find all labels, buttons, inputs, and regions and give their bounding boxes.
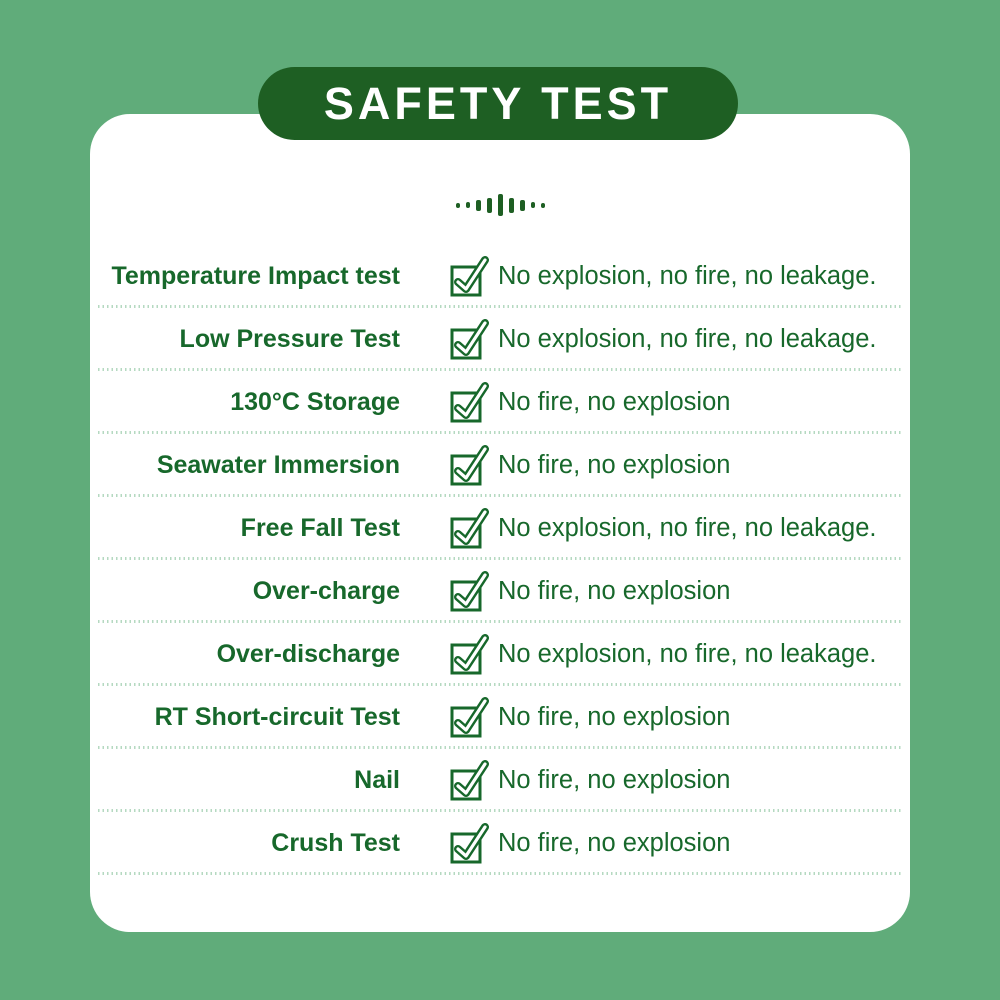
table-row	[96, 371, 904, 434]
page-title: SAFETY TEST	[323, 77, 673, 129]
table-row	[96, 497, 904, 560]
test-name: Over-discharge	[216, 640, 400, 668]
checked-checkbox-icon	[449, 567, 489, 613]
checked-checkbox-icon	[449, 315, 489, 361]
test-result: No explosion, no fire, no leakage.	[498, 514, 877, 542]
checked-checkbox-icon	[449, 378, 489, 424]
table-row	[96, 560, 904, 623]
test-name: Temperature Impact test	[111, 262, 400, 290]
table-row	[96, 308, 904, 371]
test-result: No fire, no explosion	[498, 451, 731, 479]
test-name: RT Short-circuit Test	[154, 703, 400, 731]
checked-checkbox-icon	[449, 252, 489, 298]
test-name: 130°C Storage	[230, 388, 400, 416]
table-row	[96, 749, 904, 812]
checked-checkbox-icon	[449, 630, 489, 676]
test-result: No explosion, no fire, no leakage.	[498, 640, 877, 668]
safety-test-table	[96, 245, 904, 875]
test-name: Nail	[354, 766, 400, 794]
checked-checkbox-icon	[449, 756, 489, 802]
test-result: No fire, no explosion	[498, 766, 731, 794]
test-result: No explosion, no fire, no leakage.	[498, 262, 877, 290]
test-result: No fire, no explosion	[498, 829, 731, 857]
test-name: Seawater Immersion	[156, 451, 400, 479]
sound-wave-icon	[90, 192, 910, 218]
test-name: Free Fall Test	[240, 514, 400, 542]
test-result: No fire, no explosion	[498, 388, 731, 416]
test-name: Low Pressure Test	[179, 325, 400, 353]
test-name: Over-charge	[252, 577, 400, 605]
table-row	[96, 686, 904, 749]
safety-test-card	[90, 114, 910, 932]
table-row	[96, 245, 904, 308]
table-row	[96, 812, 904, 875]
checked-checkbox-icon	[449, 441, 489, 487]
test-result: No fire, no explosion	[498, 703, 731, 731]
checked-checkbox-icon	[449, 819, 489, 865]
checked-checkbox-icon	[449, 504, 489, 550]
test-result: No fire, no explosion	[498, 577, 731, 605]
test-result: No explosion, no fire, no leakage.	[498, 325, 877, 353]
table-row	[96, 623, 904, 686]
header-pill	[258, 67, 738, 140]
checked-checkbox-icon	[449, 693, 489, 739]
table-row	[96, 434, 904, 497]
test-name: Crush Test	[271, 829, 400, 857]
